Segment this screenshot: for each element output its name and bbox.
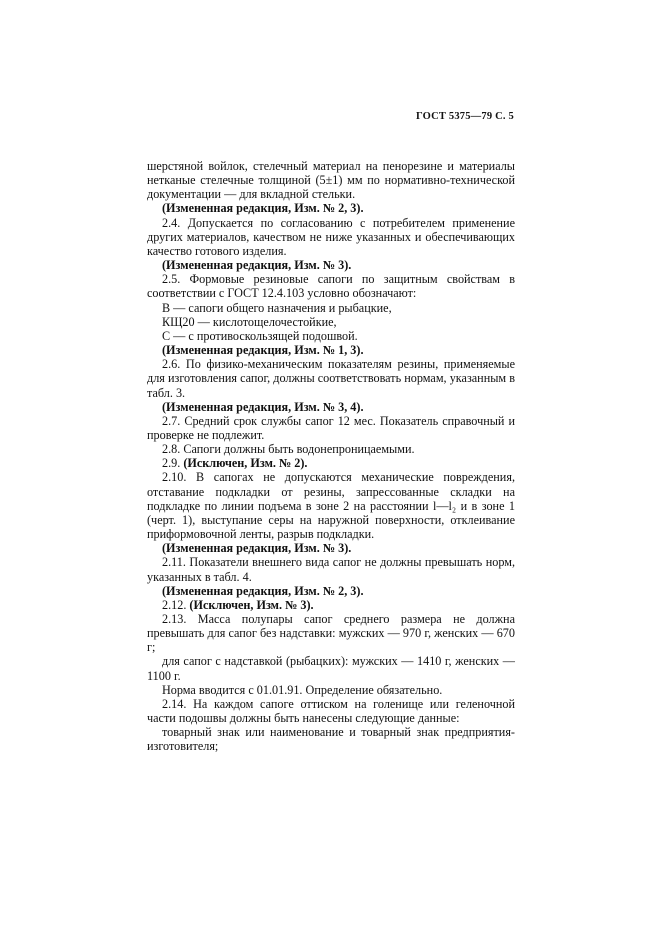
document-body	[147, 159, 515, 754]
amendment-note: (Измененная редакция, Изм. № 2, 3).	[162, 583, 364, 598]
excluded-note: (Исключен, Изм. № 2).	[183, 456, 308, 471]
clause-2-14: 2.14. На каждом сапоге оттиском на голенище или геленочной части подошвы должны быть нанесены следующие данные:	[147, 696, 515, 726]
clause-2-5-item-v: В — сапоги общего назначения и рыбацкие,	[162, 300, 392, 315]
amendment-note: (Измененная редакция, Изм. № 3).	[162, 541, 352, 556]
clause-number: 2.9.	[162, 456, 184, 471]
amendment-note: (Измененная редакция, Изм. № 3).	[162, 258, 352, 273]
clause-2-9	[147, 456, 515, 470]
amendment-note: (Измененная редакция, Изм. № 2, 3).	[162, 201, 364, 216]
amendment-note: (Измененная редакция, Изм. № 3, 4).	[162, 399, 364, 414]
clause-2-5: 2.5. Формовые резиновые сапоги по защитным свойствам в соответствии с ГОСТ 12.4.103 условно обозначают:	[147, 272, 515, 301]
clause-2-7: 2.7. Средний срок службы сапог 12 мес. Показатель справочный и проверке не подлежит.	[147, 413, 515, 442]
clause-2-5-item-ksch20: КЩ20 — кислотощелочестойкие,	[162, 314, 337, 329]
amendment-note: (Измененная редакция, Изм. № 1, 3).	[162, 343, 364, 358]
clause-2-10: 2.10. В сапогах не допускаются механические повреждения, отставание подкладки от резины, запрессованные складки на подкладке по линии подъема в зоне 2 на расстоянии l—l₂ и в зоне 1 (черт. 1), выступание серы на наружной поверхности, отклеивание приформовочной ленты, разрыв подкладки.	[147, 470, 515, 542]
clause-2-5-item-s: С — с противоскользящей подошвой.	[162, 328, 358, 343]
clause-2-13-note: Норма вводится с 01.01.91. Определение обязательно.	[162, 682, 443, 697]
clause-2-13: 2.13. Масса полупары сапог среднего размера не должна превышать для сапог без надставки: мужских — 970 г, женских — 670 г;	[147, 612, 515, 655]
page-header: ГОСТ 5375—79 С. 5	[415, 111, 514, 122]
clause-2-8: 2.8. Сапоги должны быть водонепроницаемыми.	[162, 442, 415, 457]
clause-2-13-extension: для сапог с надставкой (рыбацких): мужских — 1410 г, женских — 1100 г.	[147, 654, 515, 683]
clause-2-11: 2.11. Показатели внешнего вида сапог не должны превышать норм, указанных в табл. 4.	[147, 555, 515, 584]
clause-2-6: 2.6. По физико-механическим показателям резины, применяемые для изготовления сапог, должны соответствовать нормам, указанным в табл. 3.	[147, 357, 515, 400]
excluded-note: (Исключен, Изм. № 3).	[189, 597, 314, 612]
clause-number: 2.12.	[162, 597, 190, 612]
clause-2-4: 2.4. Допускается по согласованию с потребителем применение других материалов, качеством не ниже указанных и обеспечивающих качество готового изделия.	[147, 215, 515, 258]
clause-2-12	[147, 598, 515, 612]
paragraph-material-continuation: шерстяной войлок, стелечный материал на пенорезине и материалы нетканые стелечные толщиной (5±1) мм по нормативно-технической документации — для вкладной стельки.	[147, 159, 515, 202]
clause-2-14-item-trademark: товарный знак или наименование и товарный знак предприятия-изготовителя;	[147, 725, 515, 754]
